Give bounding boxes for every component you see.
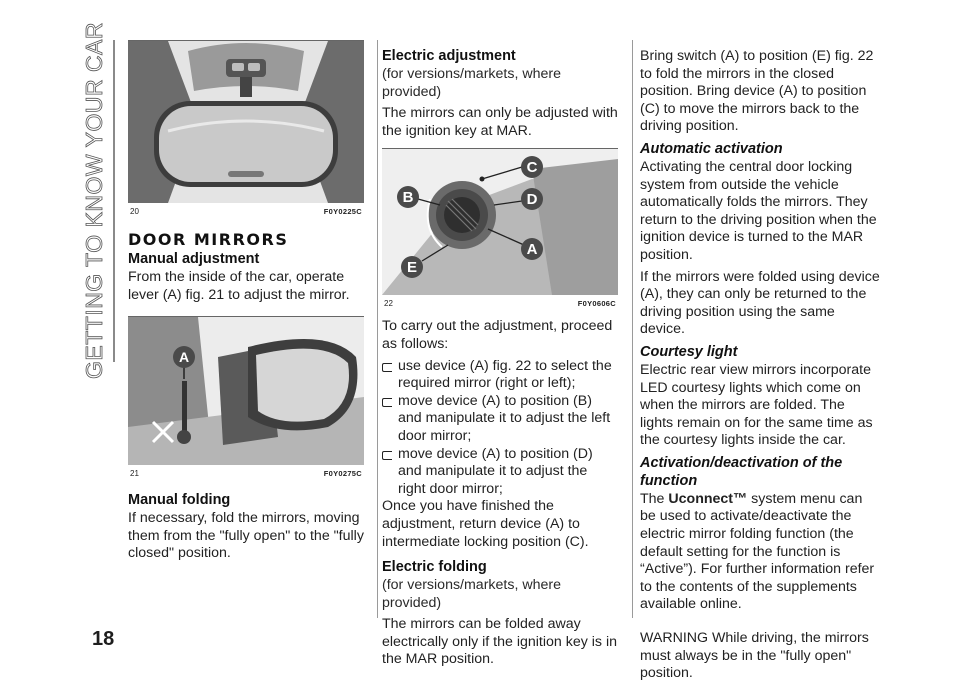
automatic-activation-note: If the mirrors were folded using device (A), they can only be returned to the driving position using the same device. bbox=[640, 268, 880, 338]
figure-number: 22 bbox=[384, 299, 393, 309]
manual-folding-title: Manual folding bbox=[128, 492, 231, 509]
automatic-activation-title: Automatic activation bbox=[640, 140, 783, 157]
figure-code: F0Y0606C bbox=[577, 299, 616, 309]
section-side-title bbox=[81, 21, 108, 379]
courtesy-light-text: Electric rear view mirrors incorporate LED courtesy lights which come on when the mirrors are folded. The lights remain on for the same time as the courtesy lights inside the car. bbox=[640, 361, 873, 449]
figure-number: 21 bbox=[130, 469, 139, 479]
bullet-item bbox=[382, 358, 618, 393]
procedure-intro: To carry out the adjustment, proceed as follows: bbox=[382, 318, 613, 352]
bullet-item bbox=[382, 393, 618, 446]
figure-number: 20 bbox=[130, 207, 139, 216]
electric-adjustment-title: Electric adjustment bbox=[382, 48, 516, 64]
bullet-item bbox=[382, 446, 618, 499]
label-b: B bbox=[402, 189, 414, 207]
label-a: A bbox=[178, 349, 190, 366]
figure-code: F0Y0225C bbox=[323, 207, 362, 216]
label-d: D bbox=[526, 191, 538, 209]
activation-deactivation-title: Activation/deactivation of the function bbox=[640, 454, 843, 489]
column-1 bbox=[128, 40, 364, 567]
rearview-mirror-illustration bbox=[128, 41, 364, 203]
text-prefix: The bbox=[640, 490, 669, 507]
uconnect-brand: Uconnect™ bbox=[668, 490, 748, 507]
automatic-activation-text: Activating the central door locking system from outside the vehicle automatically folds the mirrors. They return to the driving position when the ignition device is turned to the MAR position. bbox=[640, 158, 877, 263]
figure-21 bbox=[128, 316, 364, 478]
side-divider bbox=[113, 40, 115, 362]
electric-folding-text: The mirrors can be folded away electrically only if the ignition key is in the MAR position. bbox=[382, 616, 617, 668]
column-2 bbox=[382, 48, 618, 673]
after-adjustment-text: Once you have finished the adjustment, return device (A) to intermediate locking position (C). bbox=[382, 498, 589, 550]
label-c: C bbox=[526, 159, 538, 177]
electric-folding-subtitle: (for versions/markets, where provided) bbox=[382, 577, 561, 611]
section-heading: DOOR MIRRORS bbox=[128, 230, 289, 249]
figure-20 bbox=[128, 40, 364, 216]
column-divider-1 bbox=[377, 40, 378, 618]
figure-21-caption bbox=[128, 465, 364, 478]
column-divider-2 bbox=[632, 40, 633, 618]
page-number: 18 bbox=[92, 628, 115, 650]
figure-code: F0Y0275C bbox=[323, 469, 362, 479]
label-e: E bbox=[406, 259, 418, 277]
figure-22 bbox=[382, 148, 618, 308]
door-mirror-lever-illustration bbox=[128, 317, 364, 465]
activation-deactivation-text bbox=[640, 491, 880, 614]
electric-adjustment-text: The mirrors can only be adjusted with the ignition key at MAR. bbox=[382, 105, 618, 139]
courtesy-light-title: Courtesy light bbox=[640, 343, 738, 360]
mirror-switch-illustration bbox=[382, 149, 618, 295]
section-side-title-text: GETTING TO KNOW YOUR CAR bbox=[81, 21, 108, 379]
warning-text: WARNING While driving, the mirrors must always be in the "fully open" position. bbox=[640, 630, 869, 682]
electric-adjustment-subtitle: (for versions/markets, where provided) bbox=[382, 66, 561, 100]
label-a: A bbox=[526, 241, 538, 259]
manual-adjustment-text: From the inside of the car, operate lever (A) fig. 21 to adjust the mirror. bbox=[128, 269, 350, 303]
bullet-text: move device (A) to position (D) and manipulate it to adjust the right door mirror; bbox=[398, 445, 593, 497]
manual-adjustment-title: Manual adjustment bbox=[128, 251, 260, 267]
column-3 bbox=[640, 48, 880, 687]
folding-intro-text: Bring switch (A) to position (E) fig. 22 to fold the mirrors in the closed position. Bring device (A) to position (C) to move the mirrors back to the driving position. bbox=[640, 48, 874, 135]
figure-22-caption bbox=[382, 295, 618, 308]
bullet-text: use device (A) fig. 22 to select the required mirror (right or left); bbox=[398, 357, 612, 392]
figure-20-caption bbox=[128, 203, 364, 216]
text-suffix: system menu can be used to activate/deactivate the electric mirror folding function (the default setting for the function is “Active”). For further information refer to the contents of the supplements available online. bbox=[640, 490, 875, 613]
bullet-text: move device (A) to position (B) and manipulate it to adjust the left door mirror; bbox=[398, 392, 611, 444]
bullet-icon bbox=[382, 398, 392, 407]
bullet-icon bbox=[382, 451, 392, 460]
electric-folding-title: Electric folding bbox=[382, 559, 487, 576]
bullet-icon bbox=[382, 363, 392, 372]
manual-folding-text: If necessary, fold the mirrors, moving them from the "fully open" to the "fully closed" position. bbox=[128, 510, 364, 562]
